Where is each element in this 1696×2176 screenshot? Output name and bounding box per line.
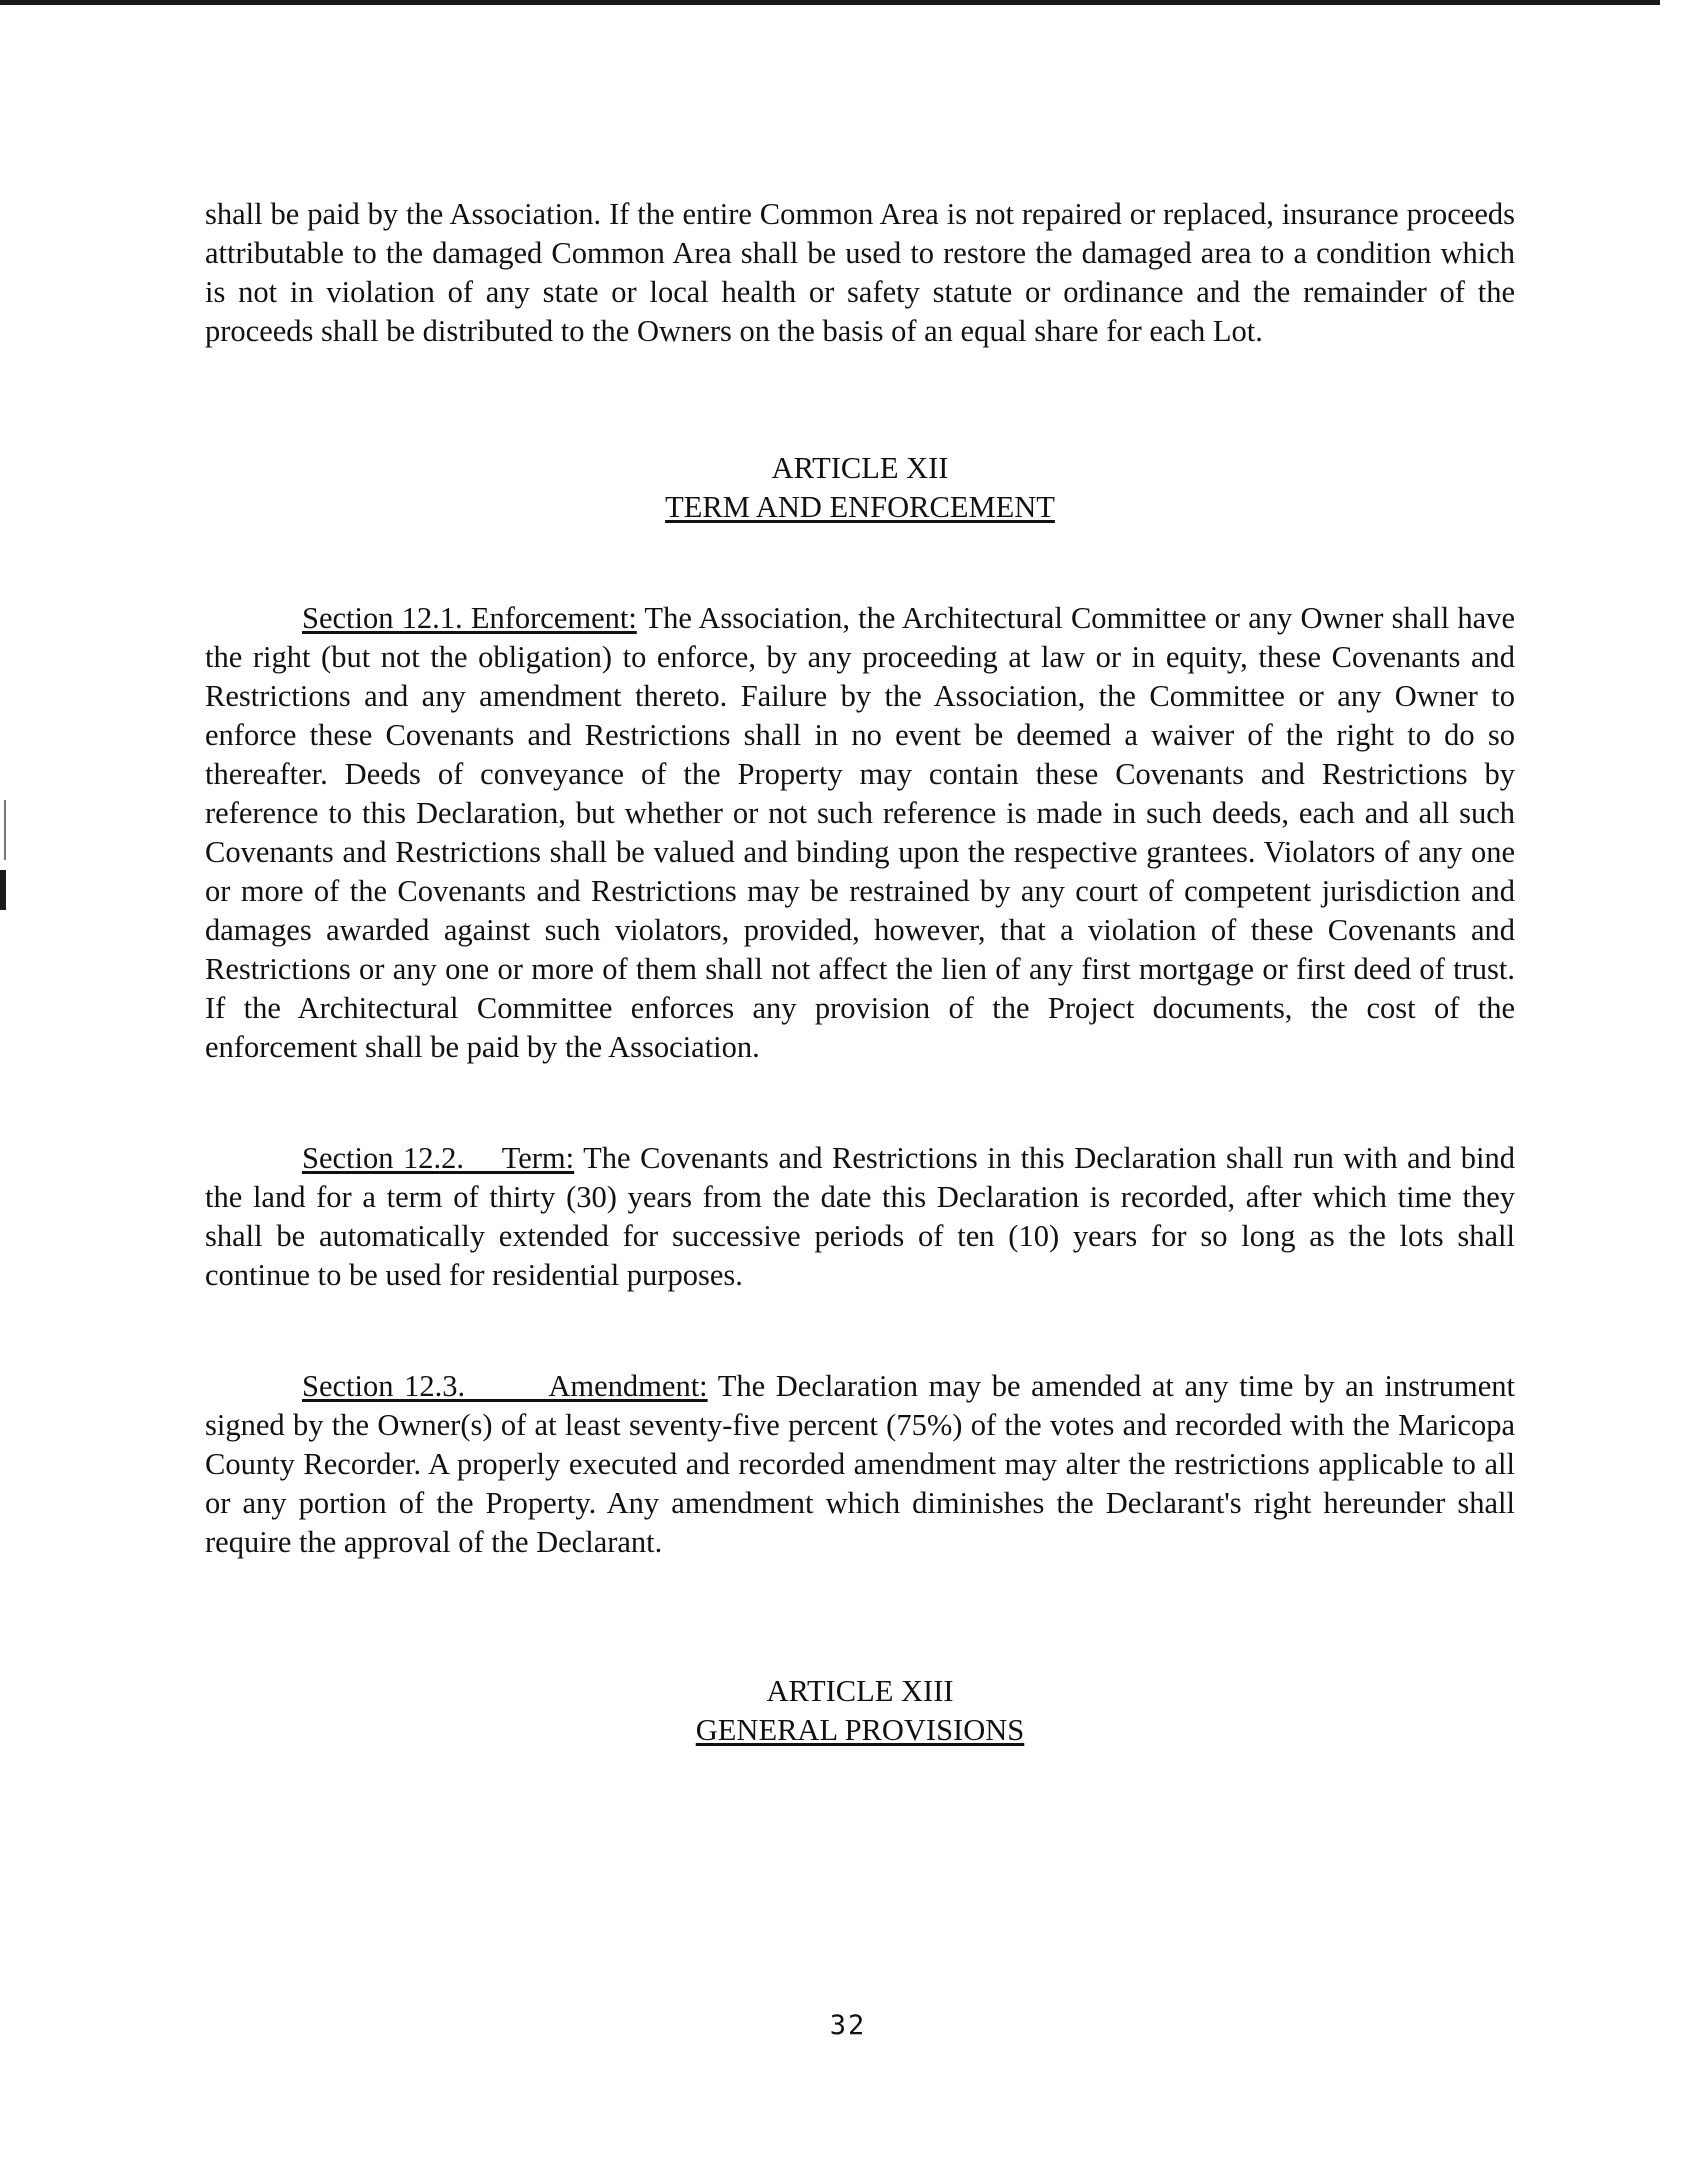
scan-top-border [0,0,1660,5]
section-12-3-text: The Declaration may be amended at any time by an instrument signed by the Owner(s) of at least seventy-five percent (75%) of the votes and recorded with the Maricopa County Recorder. A properly executed and recorded amendment may alter the restrictions applicable to all or any portion of the Property. Any amendment which diminishes the Declarant's right hereunder shall require the approval of the Declarant. [205,1369,1515,1559]
article-13-title: GENERAL PROVISIONS [695,1713,1025,1747]
section-12-3 [205,1367,1515,1562]
article-12-heading [205,449,1515,527]
article-13-number: ARTICLE XIII [766,1674,954,1708]
scan-edge-mark [4,800,6,860]
section-12-2 [205,1139,1515,1295]
section-12-2-label: Section 12.2. Term: [302,1141,575,1175]
article-12-title: TERM AND ENFORCEMENT [665,490,1055,524]
page-number: 32 [829,2010,867,2041]
section-12-1-label: Section 12.1. Enforcement: [302,601,637,635]
continuation-paragraph: shall be paid by the Association. If the entire Common Area is not repaired or replaced, insurance proceeds attributable to the damaged Common Area shall be used to restore the damaged area to a condition which is not in violation of any state or local health or safety statute or ordinance and the remainder of the proceeds shall be distributed to the Owners on the basis of an equal share for each Lot. [205,197,1515,348]
scan-binding-mark [0,870,6,910]
section-12-1 [205,599,1515,1067]
document-page [205,195,1515,1750]
article-12-number: ARTICLE XII [771,451,949,485]
section-12-3-label: Section 12.3. Amendment: [302,1369,708,1403]
article-13-heading [205,1672,1515,1750]
section-12-1-text: The Association, the Architectural Committee or any Owner shall have the right (but not the obligation) to enforce, by any proceeding at law or in equity, these Covenants and Restrictions and any amendment thereto. Failure by the Association, the Committee or any Owner to enforce these Covenants and Restrictions shall in no event be deemed a waiver of the right to do so thereafter. Deeds of conveyance of the Property may contain these Covenants and Restrictions by reference to this Declaration, but whether or not such reference is made in such deeds, each and all such Covenants and Restrictions shall be valued and binding upon the respective grantees. Violators of any one or more of the Covenants and Restrictions may be restrained by any court of competent jurisdiction and damages awarded against such violators, provided, however, that a violation of these Covenants and Restrictions or any one or more of them shall not affect the lien of any first mortgage or first deed of trust. If the Architectural Committee enforces any provision of the Project documents, the cost of the enforcement shall be paid by the Association. [205,601,1515,1064]
section-12-2-text: The Covenants and Restrictions in this Declaration shall run with and bind the land for a term of thirty (30) years from the date this Declaration is recorded, after which time they shall be automatically extended for successive periods of ten (10) years for so long as the lots shall continue to be used for residential purposes. [205,1141,1515,1292]
